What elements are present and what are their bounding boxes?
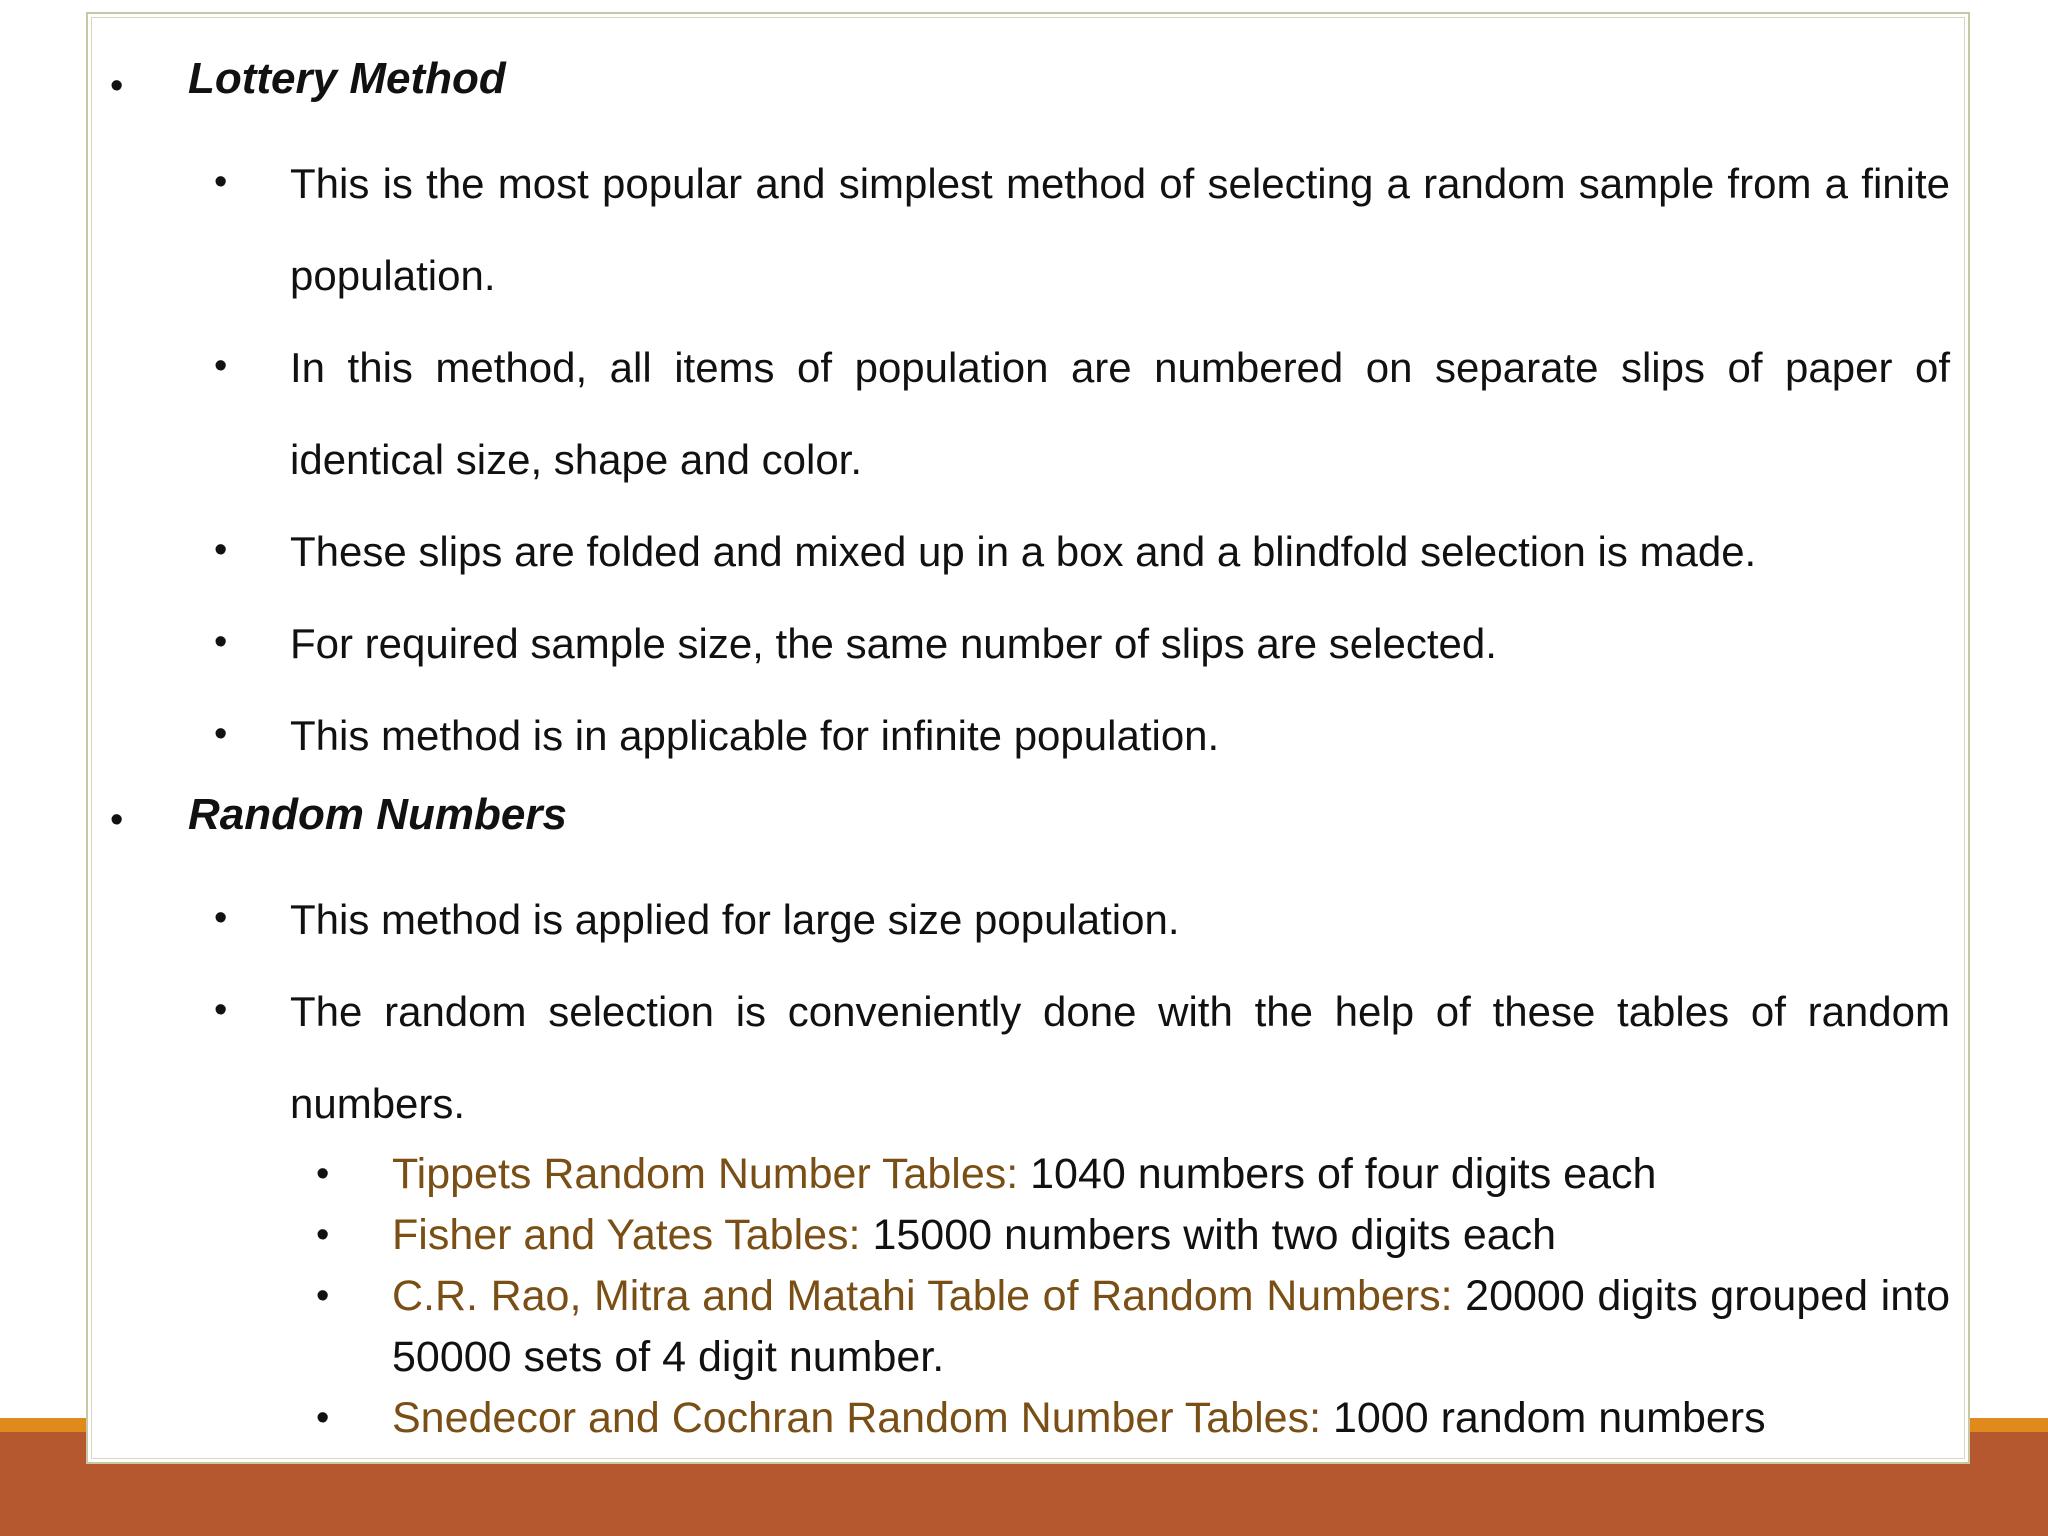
list-item-text: For required sample size, the same number of slips are selected. [290, 620, 1497, 667]
table-description: 15000 numbers with two digits each [860, 1211, 1557, 1259]
section-heading: Lottery Method [188, 54, 506, 103]
list-item-text: This method is in applicable for infinite population. [290, 712, 1220, 759]
table-entry [392, 1144, 1950, 1205]
bullet-icon: • [214, 529, 228, 571]
list-item-text: These slips are folded and mixed up in a box and a blindfold selection is made. [290, 528, 1757, 575]
bullet-icon: • [214, 345, 228, 387]
bullet-icon: • [110, 799, 124, 841]
slide-content-frame [86, 12, 1970, 1464]
bullet-icon: • [214, 713, 228, 755]
table-entry [392, 1266, 1950, 1388]
table-name: Fisher and Yates Tables: [392, 1211, 861, 1259]
section-heading: Random Numbers [188, 790, 567, 839]
bullet-icon: • [316, 1397, 330, 1439]
bullet-icon: • [214, 989, 228, 1031]
list-item-text: This is the most popular and simplest method of selecting a random sample from a finite population. [290, 160, 1950, 299]
table-name: Tippets Random Number Tables: [392, 1150, 1019, 1198]
table-name: C.R. Rao, Mitra and Matahi Table of Random Numbers: [392, 1272, 1453, 1320]
table-entry [392, 1205, 1950, 1266]
table-description: 20000 digits grouped into 50000 sets of 4 digit number. [392, 1272, 1950, 1381]
table-entry [392, 1388, 1950, 1449]
bullet-icon: • [214, 897, 228, 939]
table-name: Snedecor and Cochran Random Number Tables: [392, 1394, 1322, 1442]
bullet-icon: • [316, 1153, 330, 1195]
bullet-icon: • [316, 1275, 330, 1317]
bullet-icon: • [316, 1214, 330, 1256]
bullet-icon: • [110, 65, 124, 107]
list-item-text: In this method, all items of population are numbered on separate slips of paper of identical size, shape and color. [290, 344, 1950, 483]
list-item-text: The random selection is conveniently done with the help of these tables of random numbers. [290, 988, 1950, 1127]
bullet-icon: • [214, 621, 228, 663]
table-description: 1040 numbers of four digits each [1018, 1150, 1657, 1198]
list-item-text: This method is applied for large size population. [290, 896, 1180, 943]
table-description: 1000 random numbers [1321, 1394, 1766, 1442]
bullet-icon: • [214, 161, 228, 203]
